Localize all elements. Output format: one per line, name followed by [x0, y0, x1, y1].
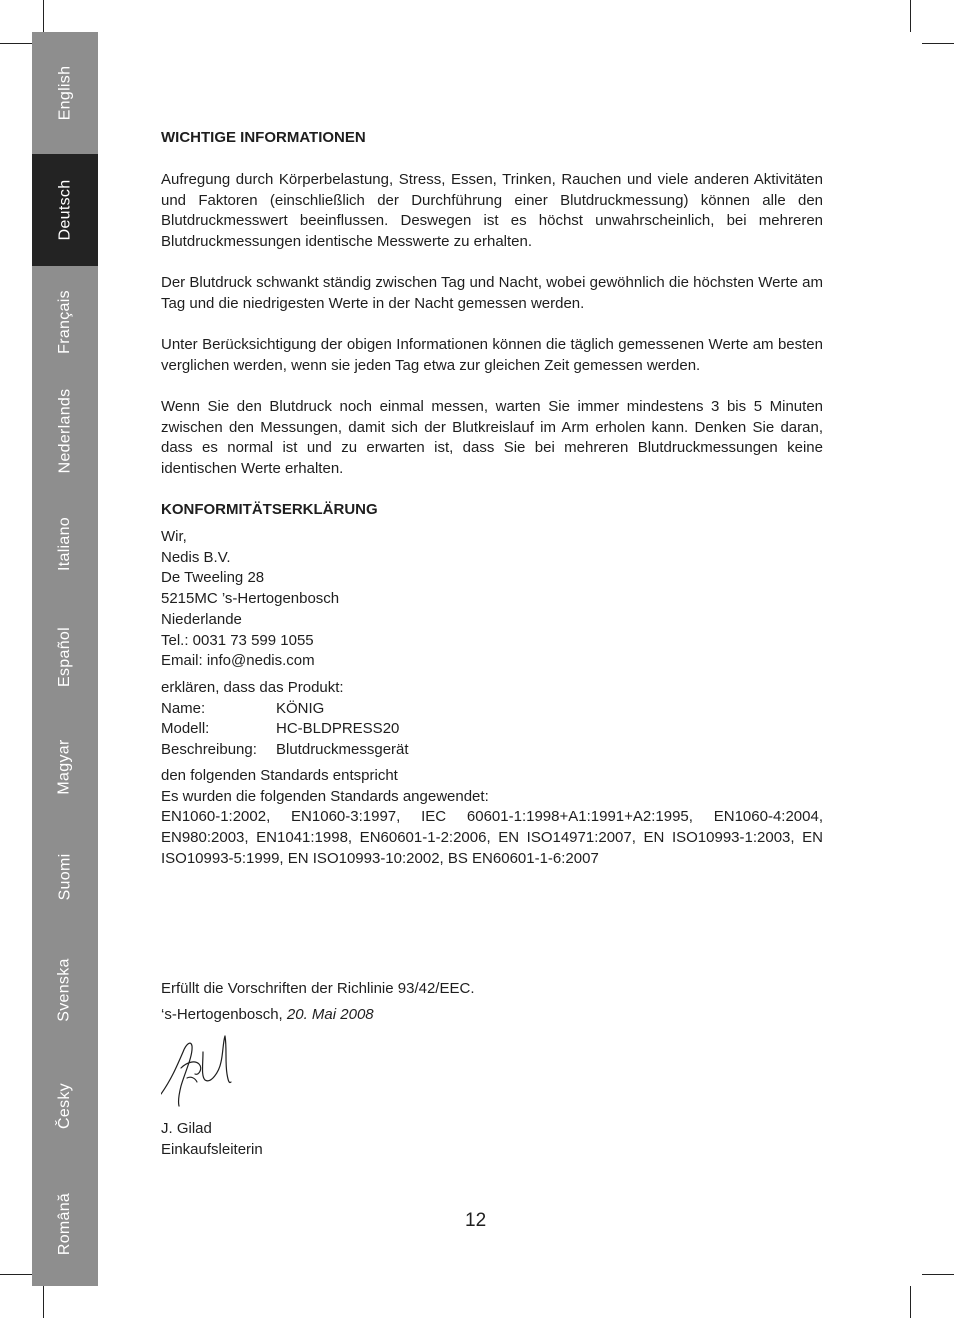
product-declaration	[161, 678, 823, 761]
crop-mark	[910, 0, 911, 32]
product-row	[161, 740, 823, 761]
section-heading-conformity: KONFORMITÄTSERKLÄRUNG	[161, 501, 378, 518]
language-tab-francais[interactable]	[32, 266, 98, 378]
address-line: Niederlande	[161, 610, 242, 628]
paragraph: Der Blutdruck schwankt ständig zwischen Tag und Nacht, wobei gewöhnlich die höchsten Werte am Tag und die niedrigesten Werte in der Nacht gemessen werden.	[161, 274, 823, 312]
language-tab-label: Svenska	[56, 958, 73, 1022]
place-date	[161, 1005, 823, 1026]
paragraph: Aufregung durch Körperbelastung, Stress, Essen, Trinken, Rauchen und viele anderen Aktivitäten und Faktoren (einschließlich der Durchführung einer Blutdruckmessung) können alle den Blutdruckmesswert beeinflussen. Deswegen ist es höchst unwahrscheinlich, bei mehreren Blutdruckmessungen identische Messwerte zu erhalten.	[161, 171, 823, 251]
crop-mark	[43, 0, 44, 32]
signer-title: Einkaufsleiterin	[161, 1140, 263, 1158]
address-line: Tel.: 0031 73 599 1055	[161, 631, 314, 649]
signature-image	[161, 1032, 241, 1112]
address-line: 5215MC ’s-Hertogenbosch	[161, 590, 340, 608]
directive-statement: Erfüllt die Vorschriften der Richlinie 93/42/EEC.	[161, 980, 475, 997]
language-tab-label: Nederlands	[56, 388, 74, 474]
crop-mark	[922, 1274, 954, 1275]
standards-intro: den folgenden Standards entspricht	[161, 767, 398, 784]
product-value: Blutdruckmessgerät	[276, 741, 409, 759]
date: 20. Mai 2008	[286, 1006, 374, 1023]
crop-mark	[922, 43, 954, 44]
language-tab-espanol[interactable]	[32, 604, 98, 710]
paragraph: Unter Berücksichtigung der obigen Informationen können die täglich gemessenen Werte am besten verglichen werden, wenn sie jeden Tag etwa zur gleichen Zeit gemessen werden.	[161, 336, 823, 374]
crop-mark	[43, 1286, 44, 1318]
signer-name: J. Gilad	[161, 1120, 212, 1137]
language-tab-cesky[interactable]	[32, 1050, 98, 1162]
language-tab-magyar[interactable]	[32, 710, 98, 824]
language-tab-label: Italiano	[56, 517, 73, 571]
crop-mark	[0, 43, 32, 44]
paragraph: Wenn Sie den Blutdruck noch einmal messen, warten Sie immer mindestens 3 bis 5 Minuten zwischen den Messungen, damit sich der Blutkreislauf im Arm erholen kann. Denken Sie daran, dass es normal ist und zu erwarten ist, dass Sie bei mehreren Blutdruckmessungen keine identischen Werte erhalten.	[161, 398, 823, 478]
language-tab-label: Česky	[55, 1083, 73, 1129]
language-tab-label: Română	[56, 1192, 73, 1256]
language-tab-label: English	[55, 65, 73, 121]
language-tab-label: Deutsch	[55, 179, 73, 241]
language-tab-suomi[interactable]	[32, 824, 98, 930]
language-tab-label: Español	[55, 627, 73, 687]
address-line: De Tweeling 28	[161, 569, 265, 587]
product-key: Name:	[161, 699, 206, 717]
language-tab-nederlands[interactable]	[32, 378, 98, 484]
declaration-intro: erklären, dass das Produkt:	[161, 679, 344, 696]
company-address	[161, 527, 823, 672]
address-line: Nedis B.V.	[161, 548, 231, 566]
product-row	[161, 719, 823, 740]
language-tab-label: Suomi	[55, 853, 73, 901]
product-value: KÖNIG	[276, 699, 325, 717]
product-key: Beschreibung:	[161, 741, 257, 759]
signer	[161, 1119, 823, 1160]
place: ‘s-Hertogenbosch,	[161, 1006, 287, 1023]
product-key: Modell:	[161, 720, 210, 738]
language-tab-label: Français	[55, 290, 73, 354]
section-heading-important-info: WICHTIGE INFORMATIONEN	[161, 129, 366, 146]
language-tab-deutsch[interactable]	[32, 154, 98, 266]
language-tab-english[interactable]	[32, 32, 98, 154]
product-row	[161, 699, 823, 720]
page-number: 12	[465, 1210, 487, 1231]
language-tab-label: Magyar	[56, 739, 73, 795]
product-value: HC-BLDPRESS20	[276, 720, 400, 738]
language-tab-svenska[interactable]	[32, 930, 98, 1050]
standards-block	[161, 766, 823, 870]
address-line: Wir,	[161, 528, 187, 545]
language-tab-romana[interactable]	[32, 1162, 98, 1286]
crop-mark	[0, 1274, 32, 1275]
crop-mark	[910, 1286, 911, 1318]
standards-intro: Es wurden die folgenden Standards angewendet:	[161, 787, 489, 805]
language-sidebar	[32, 32, 98, 1286]
language-tab-italiano[interactable]	[32, 484, 98, 604]
address-line: Email: info@nedis.com	[161, 652, 315, 670]
standards-list: EN1060-1:2002, EN1060-3:1997, IEC 60601-1:1998+A1:1991+A2:1995, EN1060-4:2004, EN980:2003, EN1041:1998, EN60601-1-2:2006, EN ISO14971:2007, EN ISO10993-1:2003, EN ISO10993-5:1999, EN ISO10993-10:2002, BS EN60601-1-6:2007	[161, 808, 823, 867]
